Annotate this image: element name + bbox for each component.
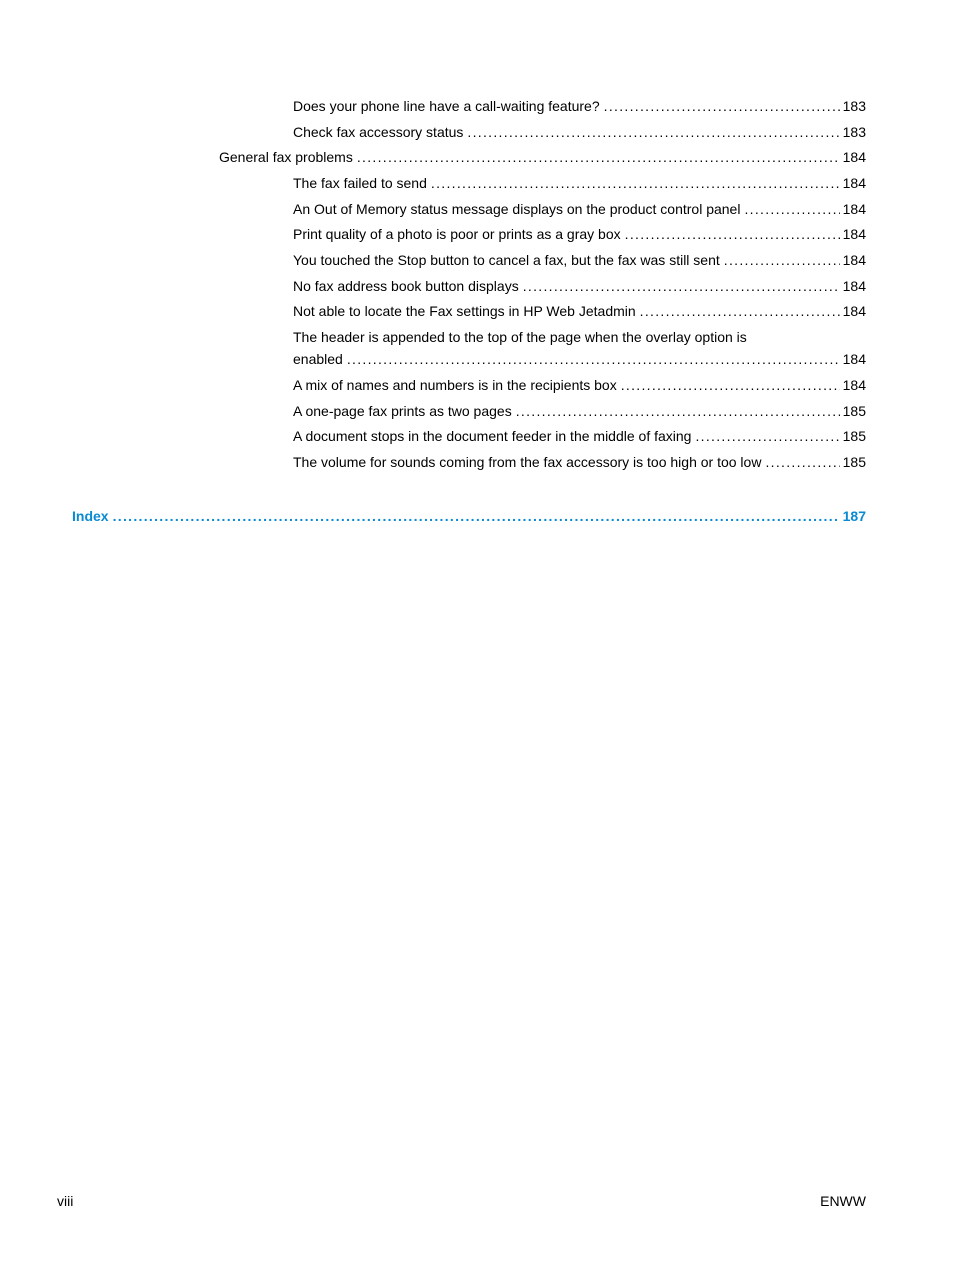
toc-entry[interactable] <box>293 275 866 297</box>
toc-entry-title: An Out of Memory status message displays on the product control panel <box>293 201 741 217</box>
toc-entry-title: A one-page fax prints as two pages <box>293 403 512 419</box>
toc-entry-title: Print quality of a photo is poor or prints as a gray box <box>293 226 621 242</box>
toc-entry[interactable] <box>293 374 866 396</box>
toc-entry-title: Not able to locate the Fax settings in HP Web Jetadmin <box>293 303 636 319</box>
toc-entry-title: Check fax accessory status <box>293 124 464 140</box>
dot-leader <box>357 146 840 168</box>
toc-entry-page: 183 <box>842 98 866 114</box>
toc-entry[interactable] <box>293 425 866 447</box>
toc-entry-title: No fax address book button displays <box>293 278 519 294</box>
dot-leader <box>621 374 840 396</box>
toc-entry-title: A document stops in the document feeder in the middle of faxing <box>293 428 692 444</box>
dot-leader <box>604 95 840 117</box>
toc-chapter-title: Index <box>72 508 109 524</box>
toc-entry-page: 185 <box>842 403 866 419</box>
dot-leader <box>625 223 840 245</box>
dot-leader <box>516 400 840 422</box>
toc-entry-title: enabled <box>293 351 343 367</box>
dot-leader <box>695 425 839 447</box>
footer-label: ENWW <box>820 1193 866 1209</box>
toc-entry-title: A mix of names and numbers is in the recipients box <box>293 377 617 393</box>
page-number: viii <box>57 1193 74 1209</box>
toc-entry-page: 184 <box>842 175 866 191</box>
toc-entry[interactable] <box>293 249 866 271</box>
toc-entry[interactable] <box>293 451 866 473</box>
toc-entry[interactable] <box>293 223 866 245</box>
toc-entry-page: 185 <box>842 454 866 470</box>
toc-entry-page: 184 <box>842 252 866 268</box>
toc-entry-page: 183 <box>842 124 866 140</box>
dot-leader <box>765 451 839 473</box>
toc-entry-title: The volume for sounds coming from the fax accessory is too high or too low <box>293 454 762 470</box>
dot-leader <box>744 198 839 220</box>
toc-entry[interactable] <box>293 300 866 322</box>
toc-entry-page: 184 <box>842 278 866 294</box>
dot-leader <box>431 172 840 194</box>
toc-entry-title: General fax problems <box>219 149 353 165</box>
toc-entry[interactable] <box>219 146 866 168</box>
toc-entry[interactable] <box>293 121 866 143</box>
dot-leader <box>640 300 840 322</box>
toc-entry-page: 184 <box>842 226 866 242</box>
toc-entry[interactable] <box>293 198 866 220</box>
toc-entry-title: Does your phone line have a call-waiting feature? <box>293 98 600 114</box>
toc-entry-page: 184 <box>842 377 866 393</box>
toc-entry-title: You touched the Stop button to cancel a fax, but the fax was still sent <box>293 252 720 268</box>
dot-leader <box>523 275 840 297</box>
toc-chapter-page: 187 <box>842 508 866 524</box>
toc-entry-page: 184 <box>842 149 866 165</box>
dot-leader <box>467 121 839 143</box>
toc-entry[interactable] <box>293 400 866 422</box>
toc-entry[interactable] <box>293 95 866 117</box>
dot-leader <box>724 249 840 271</box>
toc-entry-page: 184 <box>842 201 866 217</box>
toc-entry-page: 184 <box>842 303 866 319</box>
toc-entry[interactable] <box>293 172 866 194</box>
dot-leader <box>113 505 840 527</box>
toc-entry-page: 185 <box>842 428 866 444</box>
toc-entry[interactable] <box>293 348 866 370</box>
toc-entry-title-line1[interactable]: The header is appended to the top of the page when the overlay option is <box>293 329 747 345</box>
toc-entry-title: The fax failed to send <box>293 175 427 191</box>
toc-chapter-index[interactable] <box>72 505 866 527</box>
toc-entry-page: 184 <box>842 351 866 367</box>
dot-leader <box>347 348 840 370</box>
